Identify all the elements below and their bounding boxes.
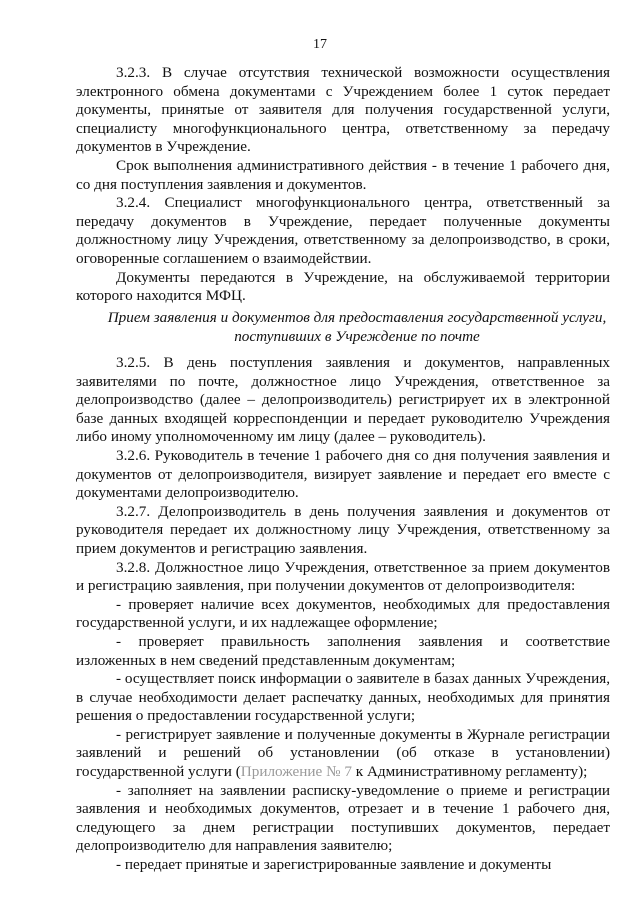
page-number: 17 <box>313 37 327 52</box>
section-heading-line2: поступивших в Учреждение по почте <box>234 327 480 345</box>
register-text-before: - регистрирует заявление и полученные документы в Журнале регистрации заявлений и решений об установлении (об отказе в установлении) государственной услуги ( <box>76 725 610 781</box>
section-heading <box>104 309 610 346</box>
paragraph-3-2-7: 3.2.7. Делопроизводитель в день получения заявления и документов от руководителя передает их должностному лицу Учреждения, ответственному за прием документов и регистрацию заявления. <box>76 502 610 557</box>
paragraph-3-2-6: 3.2.6. Руководитель в течение 1 рабочего дня со дня получения заявления и документов от делопроизводителя, визирует заявление и передает его вместе с документами делопроизводителю. <box>76 446 610 502</box>
list-item-transfer-docs: - передает принятые и зарегистрированные заявление и документы <box>116 856 552 874</box>
section-block-post <box>76 354 610 875</box>
appendix-link[interactable]: Приложение № 7 <box>240 763 352 781</box>
paragraph-transfer: Документы передаются в Учреждение, на обслуживаемой территории которого находится МФЦ. <box>76 268 610 305</box>
section-block-mfc <box>76 64 610 306</box>
section-heading-line1: Прием заявления и документов для предоставления государственной услуги, <box>107 309 607 326</box>
list-item-search-info: - осуществляет поиск информации о заявителе в базах данных Учреждения, в случае необходимости делает распечатку данных, необходимых для принятия решения о предоставлении государственной услуги; <box>76 670 610 725</box>
list-item-check-application: - проверяет правильность заполнения заявления и соответствие изложенных в нем сведений представленным документам; <box>76 632 610 669</box>
register-text-after: к Административному регламенту); <box>351 763 588 781</box>
list-item-receipt: - заполняет на заявлении расписку-уведомление о приеме и регистрации заявления и необходимых документов, отрезает и в течение 1 рабочего дня, следующего за днем регистрации поступивших документов, передает делопроизводителю для направления заявителю; <box>76 781 610 855</box>
paragraph-3-2-8: 3.2.8. Должностное лицо Учреждения, ответственное за прием документов и регистрацию заявления, при получении документов от делопроизводителя: <box>76 558 610 595</box>
list-item-register <box>76 726 610 782</box>
list-item-check-documents: - проверяет наличие всех документов, необходимых для предоставления государственной услуги, и их надлежащее оформление; <box>76 595 610 632</box>
paragraph-3-2-5: 3.2.5. В день поступления заявления и документов, направленных заявителями по почте, должностное лицо Учреждения, ответственное за делопроизводство (далее – делопроизводитель) регистрирует их в электронной базе данных входящей корреспонденции и передает руководителю Учреждения либо иному уполномоченному им лицу (далее – руководитель). <box>76 354 610 446</box>
paragraph-deadline: Срок выполнения административного действия - в течение 1 рабочего дня, со дня поступления заявления и документов. <box>76 156 610 193</box>
paragraph-3-2-3: 3.2.3. В случае отсутствия технической возможности осуществления электронного обмена документами с Учреждением более 1 суток передает документы, принятые от заявителя для получения государственной услуги, специалисту многофункционального центра, ответственному за передачу документов в Учреждение. <box>76 64 610 156</box>
paragraph-3-2-4: 3.2.4. Специалист многофункционального центра, ответственный за передачу документов в Учреждение, передает полученные документы должностному лицу Учреждения, ответственному за делопроизводство, в сроки, оговоренные соглашением о взаимодействии. <box>76 194 610 267</box>
